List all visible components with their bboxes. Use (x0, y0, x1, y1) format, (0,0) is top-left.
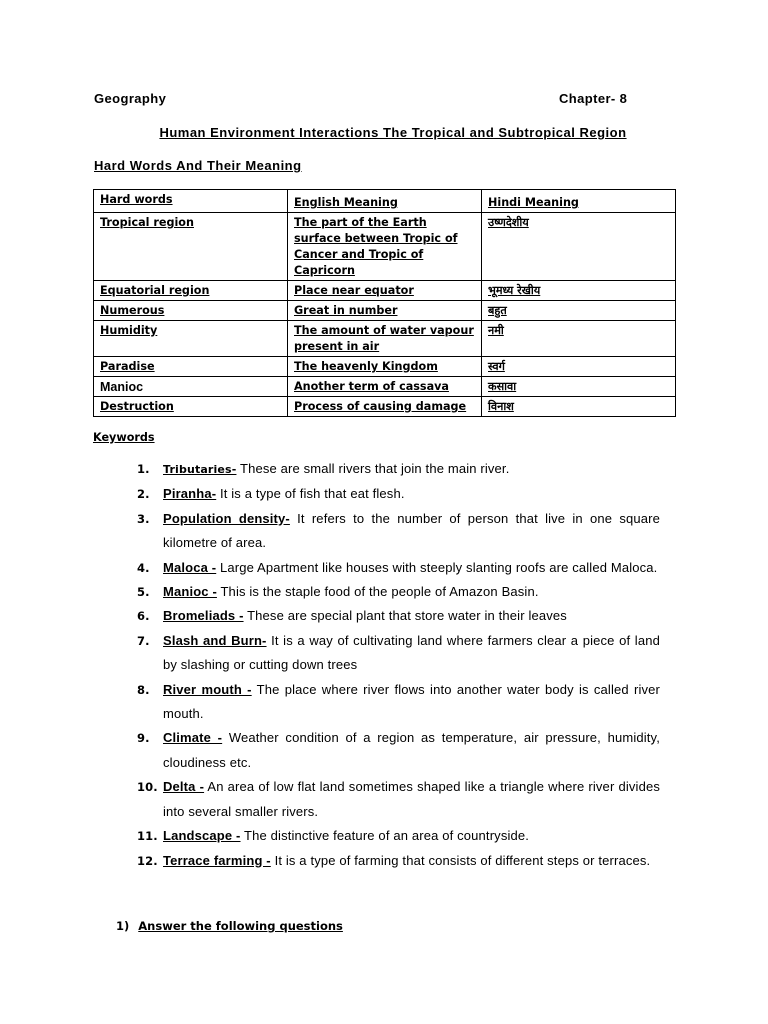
hard-words-table (93, 189, 676, 417)
table-row (94, 397, 676, 417)
keywords-list (120, 457, 660, 873)
table-cell: The part of the Earth surface between Tropic of Cancer and Tropic of Capricorn (288, 213, 482, 281)
table-cell: Tropical region (94, 213, 288, 281)
keyword-definition: The place where river flows into another water body is called river mouth. (163, 681, 660, 722)
section-heading: Hard Words And Their Meaning (94, 158, 302, 173)
item-number: 1. (137, 462, 150, 476)
list-item (120, 556, 660, 580)
keyword-definition: This is the staple food of the people of Amazon Basin. (220, 584, 539, 600)
table-row (94, 213, 676, 281)
keyword-definition: It is a type of farming that consists of different steps or terraces. (274, 852, 651, 868)
table-cell: Place near equator (288, 281, 482, 301)
table-row (94, 321, 676, 357)
keyword-term: Maloca - (163, 559, 217, 575)
keyword-definition: Weather condition of a region as temperature, air pressure, humidity, cloudiness etc. (163, 730, 661, 770)
table-cell: उष्णदेशीय (482, 213, 676, 281)
table-cell: The heavenly Kingdom (288, 357, 482, 377)
table-cell: बहुत (482, 301, 676, 321)
table-cell: Numerous (94, 301, 288, 321)
list-item (120, 824, 660, 848)
list-item (120, 726, 660, 775)
table-cell: कसावा (482, 377, 676, 397)
table-row (94, 301, 676, 321)
keyword-definition: The distinctive feature of an area of countryside. (244, 828, 530, 844)
keyword-definition: These are small rivers that join the main river. (239, 461, 510, 476)
table-cell: Another term of cassava (288, 377, 482, 397)
table-cell: विनाश (482, 397, 676, 417)
item-number: 12. (137, 853, 158, 868)
document-title: Human Environment Interactions The Tropical and Subtropical Region (159, 125, 627, 140)
keyword-term: Landscape - (163, 828, 241, 844)
item-number: 8. (137, 682, 150, 697)
table-cell: नमी (482, 321, 676, 357)
item-number: 11. (137, 829, 158, 844)
keyword-term: Terrace farming - (163, 852, 271, 868)
chapter-label: Chapter- 8 (559, 91, 628, 106)
list-item (120, 678, 660, 727)
keyword-definition: It is a type of fish that eat flesh. (219, 486, 405, 502)
table-row (94, 281, 676, 301)
table-row (94, 357, 676, 377)
item-number: 5. (137, 585, 150, 600)
item-number: 7. (137, 633, 150, 648)
keyword-definition: An area of low flat land sometimes shaped like a triangle where river divides into several smaller rivers. (163, 779, 660, 819)
keyword-term: Climate - (163, 730, 223, 746)
list-item (120, 482, 660, 506)
keyword-term: Slash and Burn- (163, 632, 267, 648)
item-number: 3. (137, 511, 150, 526)
item-number: 2. (137, 487, 150, 502)
table-cell: भूमध्य रेखीय (482, 281, 676, 301)
list-item (120, 580, 660, 604)
keyword-term: Piranha- (163, 486, 217, 502)
item-number: 10. (137, 780, 158, 795)
list-item (120, 604, 660, 628)
item-number: 4. (137, 560, 150, 575)
table-cell: Destruction (94, 397, 288, 417)
question-heading (116, 919, 343, 933)
table-header-cell: Hard words (94, 190, 288, 213)
keywords-heading: Keywords (93, 431, 155, 444)
table-cell: Humidity (94, 321, 288, 357)
keyword-term: Tributaries- (163, 463, 237, 476)
list-item (120, 849, 660, 873)
list-item (120, 457, 660, 482)
question-number: 1) (116, 919, 130, 933)
keyword-term: Population density- (163, 510, 290, 526)
keyword-term: Bromeliads - (163, 608, 244, 624)
table-row (94, 377, 676, 397)
table-cell: Process of causing damage (288, 397, 482, 417)
table-cell: स्वर्ग (482, 357, 676, 377)
keyword-term: Manioc - (163, 584, 217, 600)
table-cell: The amount of water vapour present in air (288, 321, 482, 357)
table-cell: Paradise (94, 357, 288, 377)
table-cell: Equatorial region (94, 281, 288, 301)
table-cell: Great in number (288, 301, 482, 321)
question-label: Answer the following questions (138, 919, 343, 933)
list-item (120, 629, 660, 678)
keyword-term: River mouth - (163, 681, 252, 697)
list-item (120, 775, 660, 824)
list-item (120, 507, 660, 556)
table-header-cell: English Meaning (288, 190, 482, 213)
table-header-row (94, 190, 676, 213)
table-header-cell: Hindi Meaning (482, 190, 676, 213)
table-cell: Manioc (94, 377, 288, 397)
keyword-definition: These are special plant that store water in their leaves (247, 608, 567, 624)
keyword-term: Delta - (163, 779, 205, 795)
keyword-definition: It is a way of cultivating land where farmers clear a piece of land by slashing or cutting down trees (163, 632, 660, 673)
item-number: 6. (137, 609, 150, 624)
item-number: 9. (137, 731, 150, 746)
keyword-definition: It refers to the number of person that live in one square kilometre of area. (163, 510, 660, 551)
keyword-definition: Large Apartment like houses with steeply slanting roofs are called Maloca. (219, 559, 658, 575)
subject-label: Geography (94, 91, 167, 106)
